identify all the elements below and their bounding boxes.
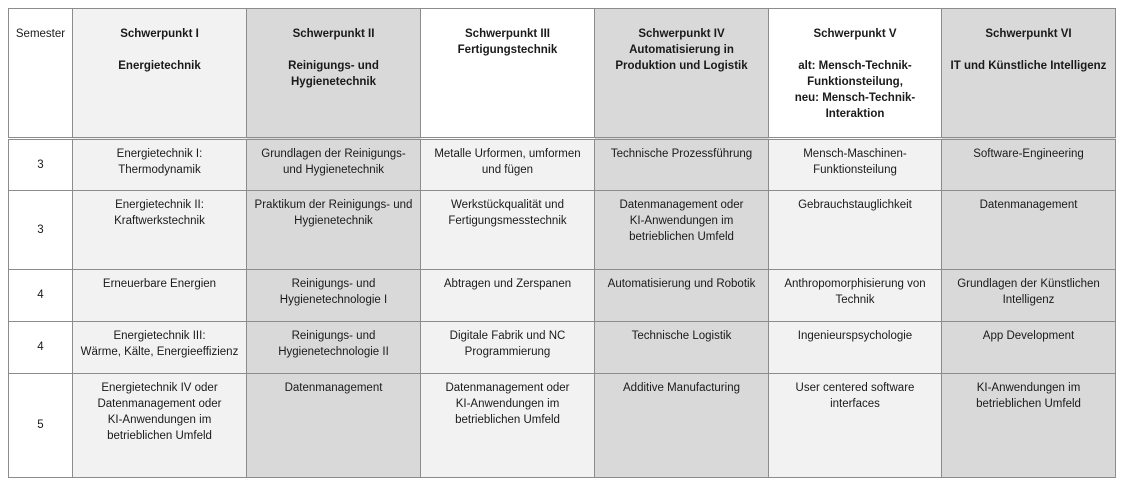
course-cell: Grundlagen der Reinigungs- und Hygienetechnik xyxy=(247,139,421,191)
header-schwerpunkt-1: Schwerpunkt I Energietechnik xyxy=(73,9,247,139)
course-cell: Ingenieurspsychologie xyxy=(769,321,942,373)
table-row xyxy=(9,321,1116,373)
course-cell: KI-Anwendungen im betrieblichen Umfeld xyxy=(942,373,1116,477)
course-cell: Gebrauchstauglichkeit xyxy=(769,191,942,269)
course-cell: Datenmanagement oder KI-Anwendungen im betrieblichen Umfeld xyxy=(595,191,769,269)
table-row xyxy=(9,139,1116,191)
table-row xyxy=(9,373,1116,477)
course-cell: User centered software interfaces xyxy=(769,373,942,477)
course-cell: Automatisierung und Robotik xyxy=(595,269,769,321)
semester-cell: 4 xyxy=(9,321,73,373)
semester-cell: 3 xyxy=(9,191,73,269)
course-cell: Digitale Fabrik und NC Programmierung xyxy=(421,321,595,373)
course-cell: Software-Engineering xyxy=(942,139,1116,191)
course-cell: Metalle Urformen, umformen und fügen xyxy=(421,139,595,191)
course-cell: Erneuerbare Energien xyxy=(73,269,247,321)
course-cell: Energietechnik II: Kraftwerkstechnik xyxy=(73,191,247,269)
semester-cell: 5 xyxy=(9,373,73,477)
header-schwerpunkt-3: Schwerpunkt III Fertigungstechnik xyxy=(421,9,595,139)
course-cell: Technische Logistik xyxy=(595,321,769,373)
course-cell: Datenmanagement xyxy=(247,373,421,477)
header-schwerpunkt-2: Schwerpunkt II Reinigungs- und Hygienetechnik xyxy=(247,9,421,139)
course-cell: Additive Manufacturing xyxy=(595,373,769,477)
course-cell: Energietechnik IV oder Datenmanagement oder KI-Anwendungen im betrieblichen Umfeld xyxy=(73,373,247,477)
course-cell: Energietechnik I: Thermodynamik xyxy=(73,139,247,191)
header-schwerpunkt-6: Schwerpunkt VI IT und Künstliche Intelligenz xyxy=(942,9,1116,139)
course-cell: App Development xyxy=(942,321,1116,373)
course-cell: Praktikum der Reinigungs- und Hygienetechnik xyxy=(247,191,421,269)
course-cell: Reinigungs- und Hygienetechnologie II xyxy=(247,321,421,373)
table-row xyxy=(9,269,1116,321)
curriculum-table xyxy=(8,8,1116,478)
header-row xyxy=(9,9,1116,139)
semester-cell: 4 xyxy=(9,269,73,321)
header-schwerpunkt-4: Schwerpunkt IV Automatisierung in Produktion und Logistik xyxy=(595,9,769,139)
course-cell: Mensch-Maschinen- Funktionsteilung xyxy=(769,139,942,191)
course-cell: Energietechnik III: Wärme, Kälte, Energieeffizienz xyxy=(73,321,247,373)
table-row xyxy=(9,191,1116,269)
semester-header: Semester xyxy=(9,9,73,139)
course-cell: Datenmanagement oder KI-Anwendungen im betrieblichen Umfeld xyxy=(421,373,595,477)
course-cell: Abtragen und Zerspanen xyxy=(421,269,595,321)
semester-cell: 3 xyxy=(9,139,73,191)
course-cell: Grundlagen der Künstlichen Intelligenz xyxy=(942,269,1116,321)
course-cell: Anthropomorphisierung von Technik xyxy=(769,269,942,321)
course-cell: Datenmanagement xyxy=(942,191,1116,269)
course-cell: Reinigungs- und Hygienetechnologie I xyxy=(247,269,421,321)
course-cell: Werkstückqualität und Fertigungsmesstechnik xyxy=(421,191,595,269)
header-schwerpunkt-5: Schwerpunkt V alt: Mensch-Technik- Funktionsteilung, neu: Mensch-Technik- Interaktion xyxy=(769,9,942,139)
course-cell: Technische Prozessführung xyxy=(595,139,769,191)
